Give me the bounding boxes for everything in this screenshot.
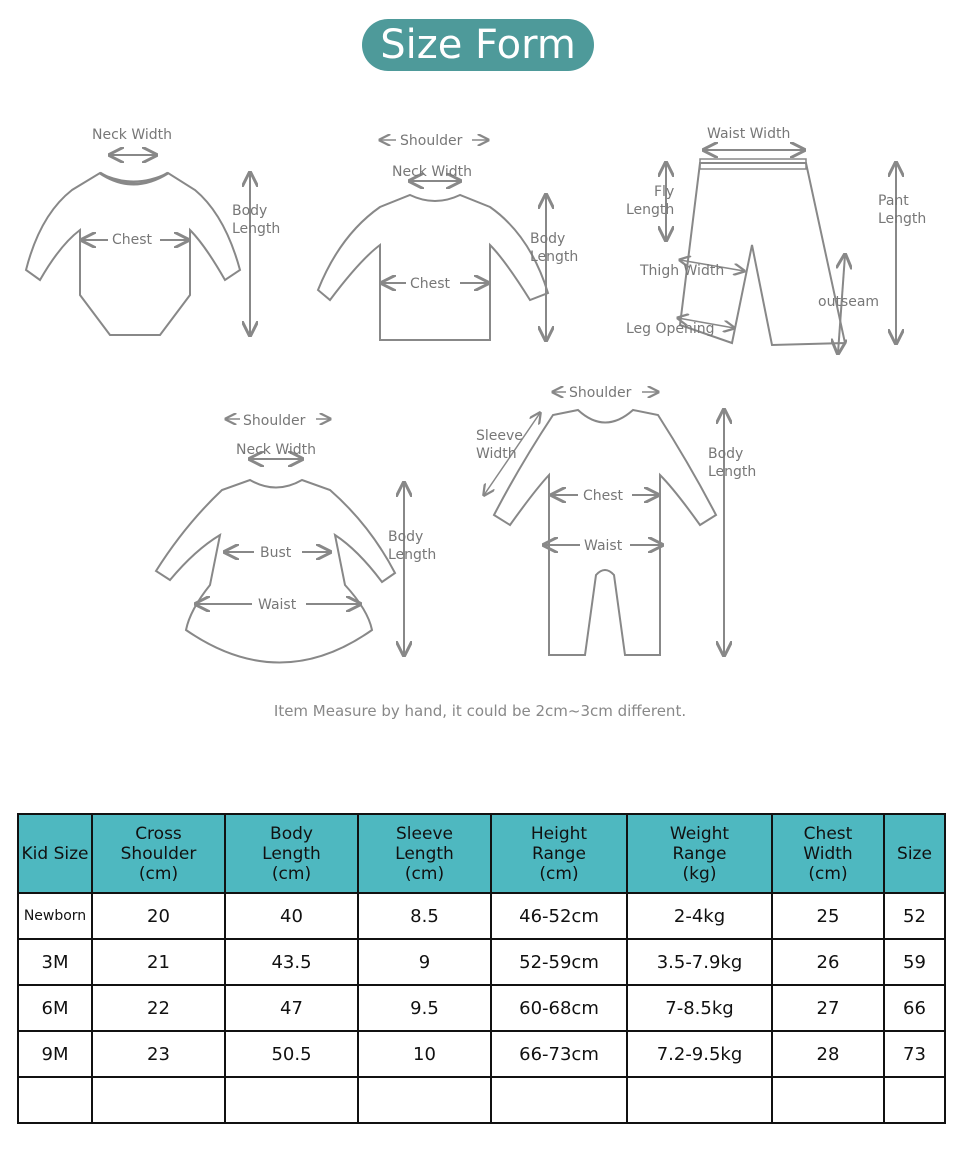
table-cell: 59 bbox=[884, 939, 945, 985]
bodysuit-neck-width-label: Neck Width bbox=[92, 127, 173, 143]
table-row bbox=[18, 1031, 945, 1077]
table-header-cell: Body Length (cm) bbox=[225, 814, 358, 893]
table-header-cell: Sleeve Length (cm) bbox=[358, 814, 491, 893]
table-cell: 50.5 bbox=[225, 1031, 358, 1077]
pants-leg-opening-label: Leg Opening bbox=[626, 321, 715, 337]
table-cell: Newborn bbox=[18, 893, 92, 939]
pants-diagram bbox=[626, 126, 926, 353]
measurement-note: Item Measure by hand, it could be 2cm~3cm different. bbox=[273, 702, 687, 720]
table-cell: 8.5 bbox=[358, 893, 491, 939]
table-cell: 10 bbox=[358, 1031, 491, 1077]
table-cell: 52-59cm bbox=[491, 939, 627, 985]
dress-bust-label: Bust bbox=[260, 545, 292, 561]
table-cell: 46-52cm bbox=[491, 893, 627, 939]
romper-shoulder-label: Shoulder bbox=[569, 385, 632, 401]
table-cell: 47 bbox=[225, 985, 358, 1031]
romper-chest-label: Chest bbox=[583, 488, 624, 504]
table-cell: 66-73cm bbox=[491, 1031, 627, 1077]
svg-text:Fly: Fly bbox=[654, 184, 675, 200]
table-cell: 22 bbox=[92, 985, 225, 1031]
table-cell bbox=[18, 1077, 92, 1123]
table-row bbox=[18, 893, 945, 939]
table-cell: 7-8.5kg bbox=[627, 985, 772, 1031]
pants-outseam-label: outseam bbox=[818, 294, 880, 310]
table-row bbox=[18, 985, 945, 1031]
table-cell: 20 bbox=[92, 893, 225, 939]
table-cell: 6M bbox=[18, 985, 92, 1031]
size-diagram bbox=[0, 95, 960, 735]
bodysuit-diagram bbox=[26, 127, 280, 335]
top-chest-label: Chest bbox=[410, 276, 451, 292]
table-header-row bbox=[18, 814, 945, 893]
table-cell: 2-4kg bbox=[627, 893, 772, 939]
bodysuit-body-length-label: Body bbox=[232, 203, 268, 219]
table-cell: 25 bbox=[772, 893, 884, 939]
top-diagram bbox=[318, 131, 578, 340]
table-cell bbox=[627, 1077, 772, 1123]
table-header-cell: Cross Shoulder (cm) bbox=[92, 814, 225, 893]
table-row bbox=[18, 1077, 945, 1123]
svg-text:Body: Body bbox=[708, 446, 744, 462]
table-cell: 21 bbox=[92, 939, 225, 985]
table-cell: 52 bbox=[884, 893, 945, 939]
table-header-cell: Size bbox=[884, 814, 945, 893]
table-cell: 3.5-7.9kg bbox=[627, 939, 772, 985]
dress-shoulder-label: Shoulder bbox=[243, 413, 306, 429]
table-cell bbox=[92, 1077, 225, 1123]
table-cell: 73 bbox=[884, 1031, 945, 1077]
svg-text:Length: Length bbox=[878, 211, 927, 227]
table-cell: 9.5 bbox=[358, 985, 491, 1031]
pants-thigh-width-label: Thigh Width bbox=[640, 263, 725, 279]
table-cell bbox=[225, 1077, 358, 1123]
table-cell: 7.2-9.5kg bbox=[627, 1031, 772, 1077]
table-cell: 3M bbox=[18, 939, 92, 985]
dress-neck-width-label: Neck Width bbox=[236, 442, 317, 458]
top-neck-width-label: Neck Width bbox=[392, 164, 473, 180]
dress-waist-label: Waist bbox=[258, 597, 297, 613]
table-cell: 43.5 bbox=[225, 939, 358, 985]
romper-diagram bbox=[476, 383, 756, 655]
table-header-cell: Height Range (cm) bbox=[491, 814, 627, 893]
table-cell: 27 bbox=[772, 985, 884, 1031]
table-header-cell: Weight Range (kg) bbox=[627, 814, 772, 893]
table-cell bbox=[772, 1077, 884, 1123]
svg-text:Width: Width bbox=[476, 446, 517, 462]
svg-text:Pant: Pant bbox=[878, 193, 909, 209]
table-header-cell: Kid Size bbox=[18, 814, 92, 893]
svg-text:Body: Body bbox=[530, 231, 566, 247]
page-title: Size Form bbox=[362, 19, 594, 71]
svg-text:Length: Length bbox=[708, 464, 757, 480]
table-cell: 9M bbox=[18, 1031, 92, 1077]
table-cell: 60-68cm bbox=[491, 985, 627, 1031]
table-body bbox=[18, 893, 945, 1123]
svg-text:Length: Length bbox=[626, 202, 675, 218]
svg-text:Body: Body bbox=[388, 529, 424, 545]
table-cell: 66 bbox=[884, 985, 945, 1031]
pants-waist-width-label: Waist Width bbox=[707, 126, 791, 142]
table-row bbox=[18, 939, 945, 985]
table-cell: 26 bbox=[772, 939, 884, 985]
table-cell: 28 bbox=[772, 1031, 884, 1077]
top-shoulder-label: Shoulder bbox=[400, 133, 463, 149]
table-cell bbox=[358, 1077, 491, 1123]
size-table bbox=[17, 813, 946, 1124]
table-cell: 23 bbox=[92, 1031, 225, 1077]
svg-text:Sleeve: Sleeve bbox=[476, 428, 523, 444]
table-cell: 40 bbox=[225, 893, 358, 939]
table-header-cell: Chest Width (cm) bbox=[772, 814, 884, 893]
table-cell bbox=[491, 1077, 627, 1123]
table-cell: 9 bbox=[358, 939, 491, 985]
svg-text:Length: Length bbox=[232, 221, 281, 237]
svg-text:Length: Length bbox=[388, 547, 437, 563]
svg-text:Length: Length bbox=[530, 249, 579, 265]
bodysuit-chest-label: Chest bbox=[112, 232, 153, 248]
table-cell bbox=[884, 1077, 945, 1123]
romper-waist-label: Waist bbox=[584, 538, 623, 554]
dress-diagram bbox=[156, 410, 436, 663]
